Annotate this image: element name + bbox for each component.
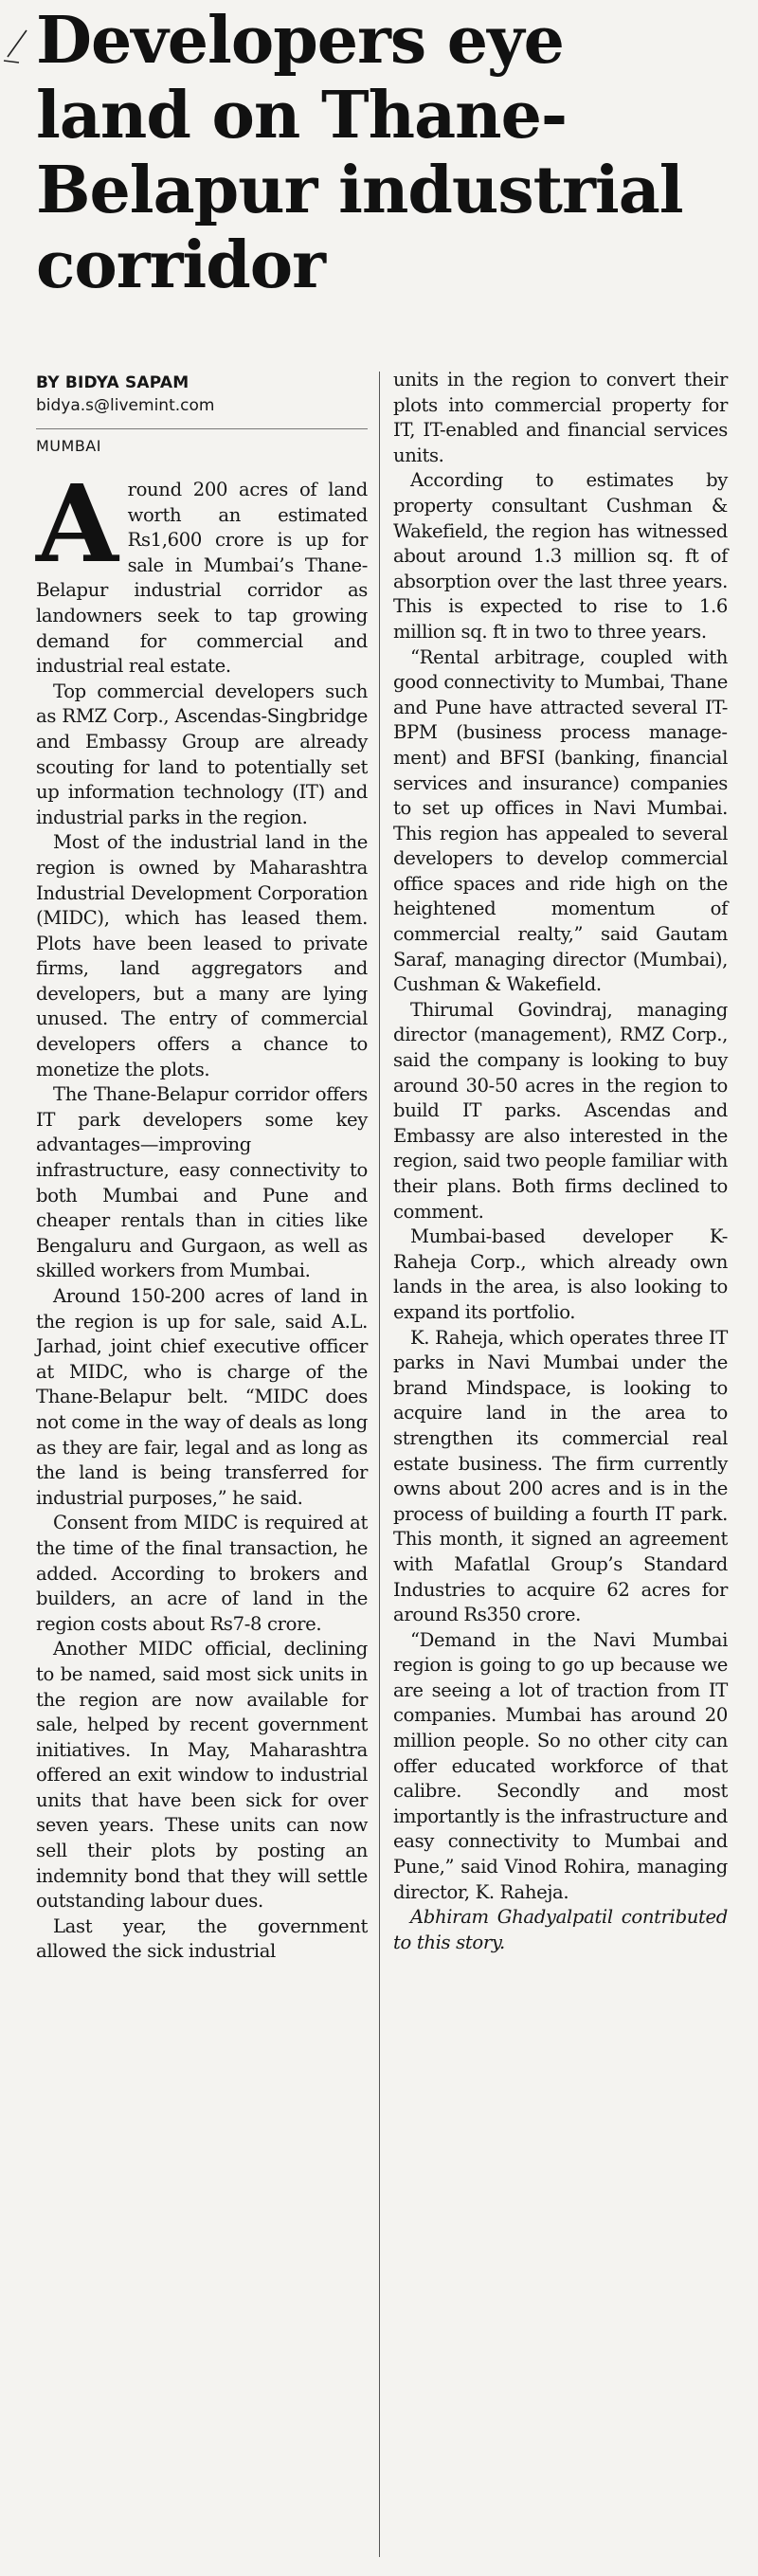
paragraph: According to estimates by property consultant Cushman & Wakefield, the region has witnessed about around 1.3 million sq. ft of absorption over the last three years. This is expected to rise to 1.6 million sq. ft in two to three years. [393, 469, 728, 643]
byline-divider [36, 428, 368, 429]
dateline: MUMBAI [36, 437, 101, 455]
article-body [36, 368, 728, 2567]
paragraph: Top commercial developers such as RMZ Corp., Ascendas-Singbridge and Embassy Group are already scouting for land to potentially set up information technology (IT) and industrial parks in the region. [36, 680, 368, 828]
drop-cap: A [36, 463, 118, 587]
paragraph: The Thane-Belapur corridor offers IT park developers some key advantages—improving infrastructure, easy connectivity to both Mumbai and Pune and cheaper rentals than in cities like Bengaluru and Gurgaon, as well as skilled workers from Mumbai. [36, 1083, 368, 1282]
corner-scissor-mark-icon [2, 28, 28, 66]
paragraph: Around 150-200 acres of land in the region is up for sale, said A.L. Jarhad, joint chief executive officer at MIDC, who is charge of the Thane-Belapur belt. “MIDC does not come in the way of deals as long as they are fair, legal and as long as the land is being transferred for industrial purposes,” he said. [36, 1285, 368, 1509]
author-email: bidya.s@livemint.com [36, 396, 215, 415]
contributor-credit: Abhiram Ghadyalpatil contributed to this story. [393, 1906, 728, 1953]
paragraph: “Rental arbitrage, coupled with good connectivity to Mumbai, Thane and Pune have attracted several IT-BPM (business process management) and BFSI (banking, financial services and insurance) companies to set up offices in Navi Mumbai. This region has appealed to several developers to develop commercial office spaces and ride high on the heightened momentum of commercial realty,” said Gautam Saraf, managing director (Mumbai), Cushman & Wakefield. [393, 645, 728, 996]
byline: BY BIDYA SAPAM [36, 373, 190, 392]
paragraph: Most of the industrial land in the region is owned by Maharashtra Industrial Development Corporation (MIDC), which has leased them. Plots have been leased to private firms, land aggregators and developers, but a many are lying unused. The entry of commercial developers offers a chance to monetize the plots. [36, 831, 368, 1080]
paragraph: Mumbai-based developer K-Raheja Corp., which already own lands in the area, is also looking to expand its portfolio. [393, 1225, 728, 1323]
paragraph: Last year, the government allowed the sick industrial [36, 1914, 368, 1963]
paragraph: Consent from MIDC is required at the time of the final transaction, he added. According to brokers and builders, an acre of land in the region costs about Rs7-8 crore. [36, 1512, 368, 1635]
lead-text: round 200 acres of land worth an estimated Rs1,600 crore is up for sale in Mumbai’s Thane-Belapur industrial corridor as landowners seek to tap growing demand for commercial and industrial real estate. [36, 479, 368, 678]
lead-paragraph [36, 463, 368, 680]
paragraph: Another MIDC official, declining to be named, said most sick units in the region are now available for sale, helped by recent government initiatives. In May, Maharashtra offered an exit window to industrial units that have been sick for over seven years. These units can now sell their plots by posting an indemnity bond that they will settle outstanding labour dues. [36, 1638, 368, 1913]
paragraph: “Demand in the Navi Mumbai region is going to go up because we are seeing a lot of traction from IT companies. Mumbai has around 20 million people. So no other city can offer educated workforce of that calibre. Secondly and most importantly is the infrastructure and easy connectivity to Mumbai and Pune,” said Vinod Rohira, managing director, K. Raheja. [393, 1628, 728, 1903]
paragraph: Thirumal Govindraj, managing director (management), RMZ Corp., said the company is looking to buy around 30-50 acres in the region to build IT parks. Ascendas and Embassy are also interested in the region, said two people familiar with their plans. Both firms declined to comment. [393, 998, 728, 1223]
paragraph: units in the region to convert their plots into commercial property for IT, IT-enabled and financial services units. [393, 369, 728, 466]
paragraph: K. Raheja, which operates three IT parks in Navi Mumbai under the brand Mindspace, is looking to acquire land in the area to strengthen its commercial real estate business. The firm currently owns about 200 acres and is in the process of building a fourth IT park. This month, it signed an agreement with Mafatlal Group’s Standard Industries to acquire 62 acres for around Rs350 crore. [393, 1326, 728, 1626]
article-headline: Developers eye land on Thane-Belapur industrial corridor [36, 3, 683, 303]
right-column [380, 368, 728, 2567]
left-column [36, 368, 379, 2567]
